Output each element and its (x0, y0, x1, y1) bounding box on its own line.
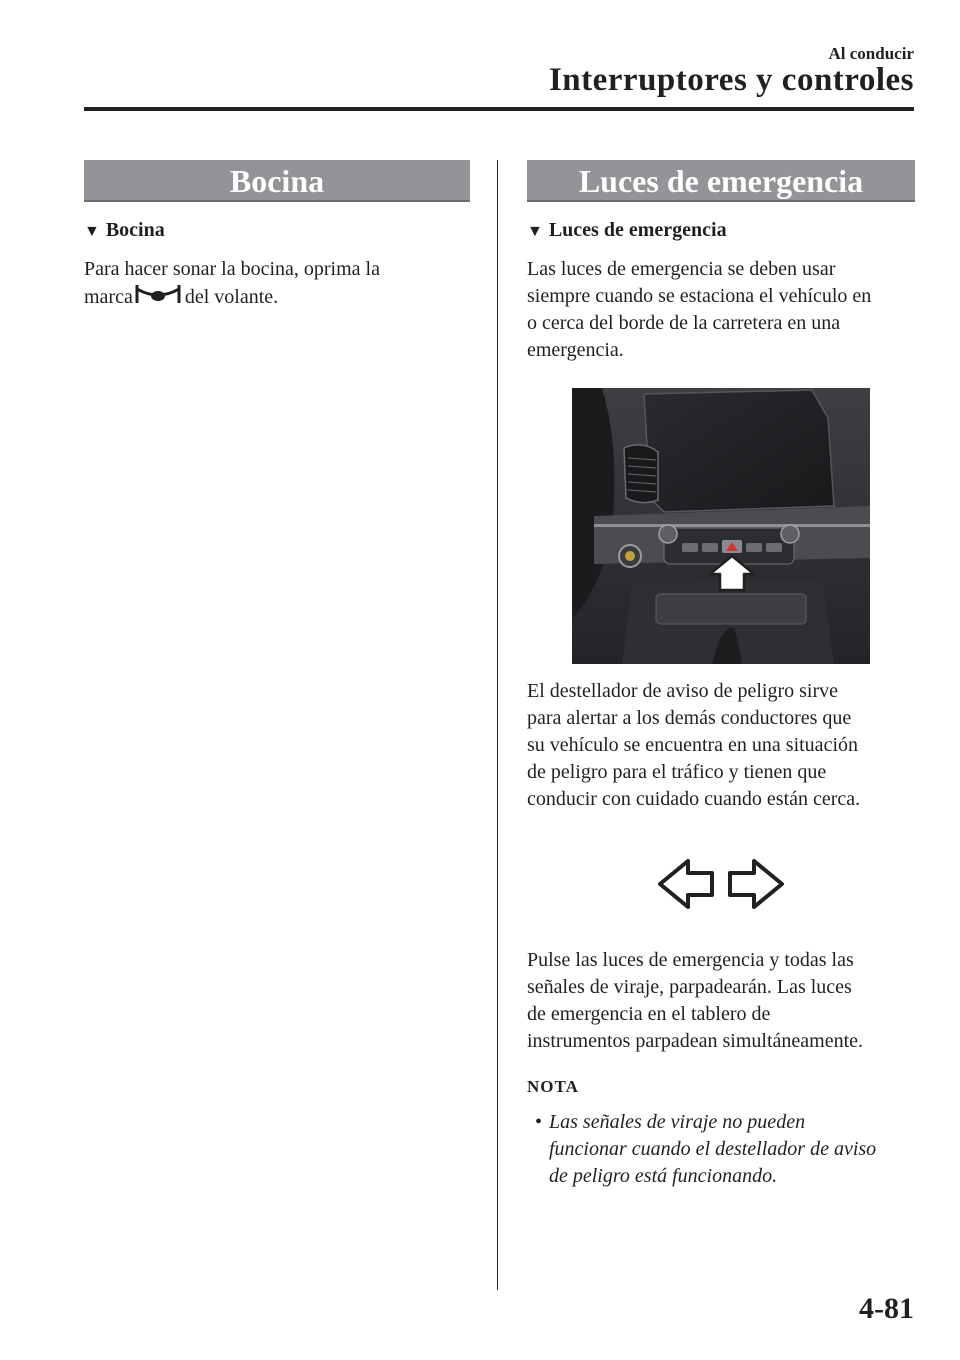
turn-signal-arrows-icon (656, 857, 786, 911)
bocina-post-icon: del volante. (184, 286, 279, 308)
emergencia-desc (527, 678, 915, 813)
page-number: 4-81 (859, 1292, 914, 1325)
header-title: Interruptores y controles (548, 62, 914, 98)
bocina-pre-icon: marca (84, 286, 133, 308)
intro-line: siempre cuando se estaciona el vehículo en (527, 285, 872, 307)
bocina-line1: Para hacer sonar la bocina, oprima la (84, 258, 380, 280)
press-line: instrumentos parpadean simultáneamente. (527, 1030, 864, 1052)
subhead-emergencia-text: Luces de emergencia (548, 219, 727, 241)
note-list (527, 1109, 915, 1190)
press-line: Pulse las luces de emergencia y todas las (527, 949, 854, 971)
right-column (527, 160, 915, 1190)
note-line: funcionar cuando el destellador de aviso (549, 1138, 877, 1160)
intro-line: o cerca del borde de la carretera en una (527, 312, 841, 334)
press-line: de emergencia en el tablero de (527, 1003, 771, 1025)
triangle-down-icon: ▼ (527, 223, 543, 240)
press-line: señales de viraje, parpadearán. Las luces (527, 976, 852, 998)
intro-line: Las luces de emergencia se deben usar (527, 258, 836, 280)
desc-line: El destellador de aviso de peligro sirve (527, 680, 839, 702)
desc-line: de peligro para el tráfico y tienen que (527, 761, 827, 783)
note-item (527, 1109, 915, 1190)
emergencia-press (527, 947, 915, 1055)
desc-line: para alertar a los demás conductores que (527, 707, 852, 729)
desc-line: conducir con cuidado cuando están cerca. (527, 788, 861, 810)
header-rule (84, 107, 914, 111)
emergencia-intro (527, 256, 915, 364)
desc-line: su vehículo se encuentra en una situación (527, 734, 858, 756)
header-section: Al conducir (828, 44, 914, 63)
triangle-down-icon: ▼ (84, 223, 100, 240)
horn-icon (135, 283, 181, 305)
subhead-bocina-text: Bocina (105, 219, 165, 241)
subhead-emergencia (527, 216, 915, 246)
hazard-switch-photo (572, 388, 870, 664)
note-label: NOTA (527, 1077, 579, 1096)
section-banner-bocina: Bocina (84, 160, 470, 202)
note-line: Las señales de viraje no pueden (549, 1111, 806, 1133)
bocina-paragraph (84, 256, 470, 311)
note-line: de peligro está funcionando. (549, 1165, 778, 1187)
intro-line: emergencia. (527, 339, 624, 361)
left-column (84, 160, 470, 311)
column-divider (497, 160, 498, 1290)
bullet: • (535, 1111, 543, 1133)
subhead-bocina (84, 216, 470, 246)
section-banner-emergencia: Luces de emergencia (527, 160, 915, 202)
